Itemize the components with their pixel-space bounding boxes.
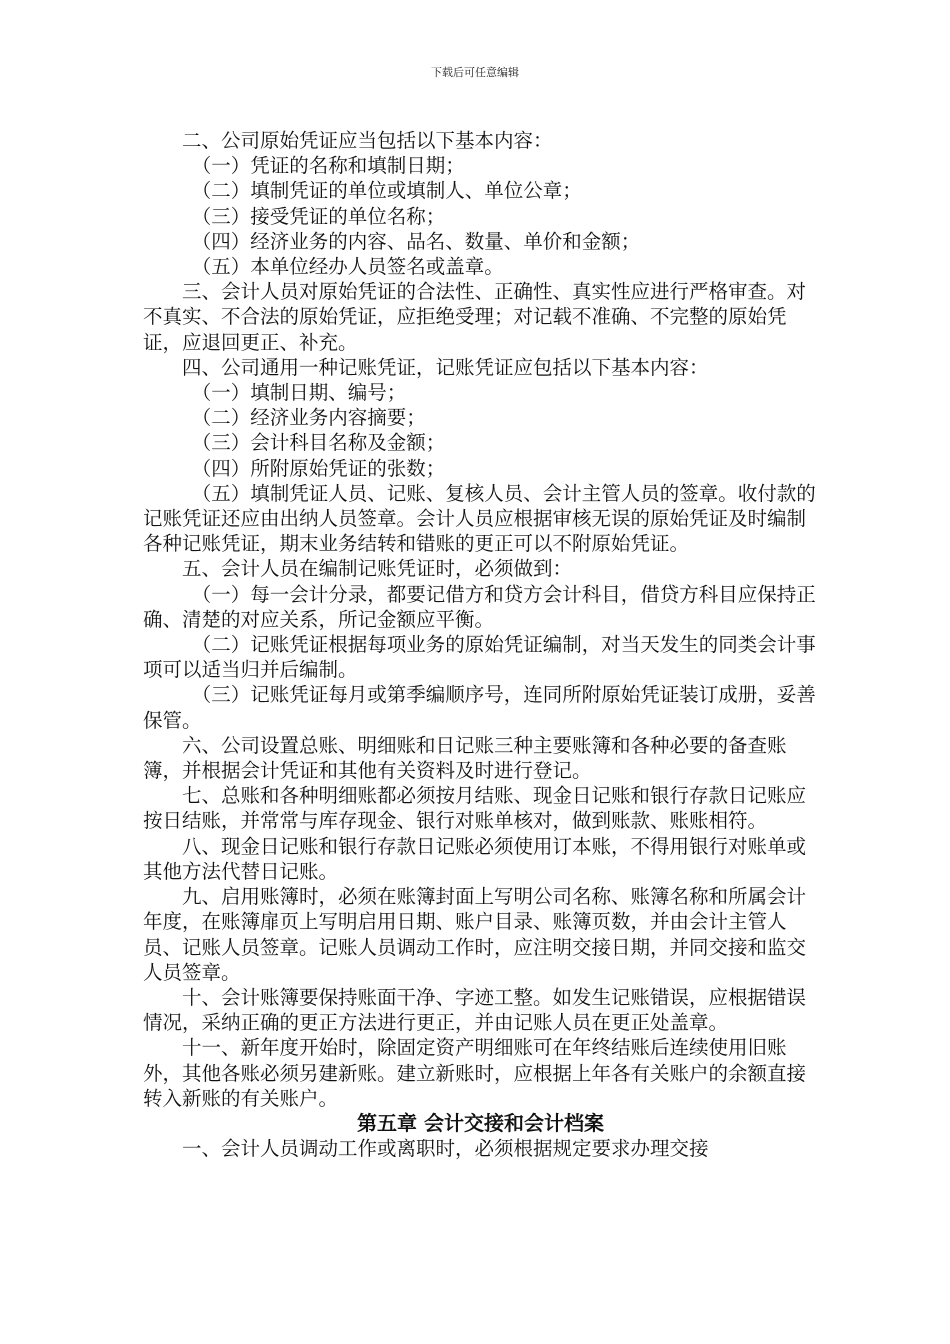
list-item: （三）记账凭证每月或第季编顺序号，连同所附原始凭证装订成册，妥善保管。 <box>143 683 816 732</box>
list-item: （五）填制凭证人员、记账、复核人员、会计主管人员的签章。收付款的记账凭证还应由出纳人员签章。会计人员应根据审核无误的原始凭证及时编制各种记账凭证，期末业务结转和错账的更正可以不附原始凭证。 <box>143 481 816 556</box>
paragraph: 九、启用账簿时，必须在账簿封面上写明公司名称、账簿名称和所属会计年度，在账簿扉页上写明启用日期、账户目录、账簿页数，并由会计主管人员、记账人员签章。记账人员调动工作时，应注明交接日期，并同交接和监交人员签章。 <box>143 885 807 984</box>
paragraph: 七、总账和各种明细账都必须按月结账、现金日记账和银行存款日记账应按日结账，并常常与库存现金、银行对账单核对，做到账款、账账相符。 <box>143 784 807 833</box>
list-item: （三）接受凭证的单位名称； <box>191 204 446 228</box>
paragraph: 六、公司设置总账、明细账和日记账三种主要账簿和各种必要的备查账簿，并根据会计凭证和其他有关资料及时进行登记。 <box>143 733 787 783</box>
paragraph: 八、现金日记账和银行存款日记账必须使用订本账，不得用银行对账单或其他方法代替日记账。 <box>143 834 807 883</box>
paragraph: 二、公司原始凭证应当包括以下基本内容： <box>182 129 553 152</box>
paragraph: 四、公司通用一种记账凭证，记账凭证应包括以下基本内容： <box>182 355 709 379</box>
paragraph: 十、会计账簿要保持账面干净、字迹工整。如发生记账错误，应根据错误情况，采纳正确的更正方法进行更正，并由记账人员在更正处盖章。 <box>143 985 807 1035</box>
list-item: （三）会计科目名称及金额； <box>191 431 446 455</box>
list-item: （二）记账凭证根据每项业务的原始凭证编制，对当天发生的同类会计事项可以适当归并后编制。 <box>143 633 816 682</box>
list-item: （二）经济业务内容摘要； <box>191 406 426 430</box>
list-item: （二）填制凭证的单位或填制人、单位公章； <box>191 179 582 203</box>
paragraph: 三、会计人员对原始凭证的合法性、正确性、真实性应进行严格审查。对不真实、不合法的原始凭证，应拒绝受理；对记载不准确、不完整的原始凭证，应退回更正、补充。 <box>143 280 807 354</box>
document-body <box>143 128 818 1161</box>
page-header: 下载后可任意编辑 <box>431 66 519 79</box>
paragraph: 十一、新年度开始时，除固定资产明细账可在年终结账后连续使用旧账外，其他各账必须另建新账。建立新账时，应根据上年各有关账户的余额直接转入新账的有关账户。 <box>143 1036 807 1110</box>
chapter-heading: 第五章 会计交接和会计档案 <box>357 1110 604 1135</box>
list-item: （四）经济业务的内容、品名、数量、单价和金额； <box>191 229 641 253</box>
paragraph: 一、会计人员调动工作或离职时，必须根据规定要求办理交接 <box>182 1137 709 1161</box>
list-item: （四）所附原始凭证的张数； <box>191 456 446 480</box>
list-item: （五）本单位经办人员签名或盖章。 <box>191 255 504 279</box>
list-item: （一）凭证的名称和填制日期； <box>191 154 465 178</box>
paragraph: 五、会计人员在编制记账凭证时，必须做到： <box>182 557 573 581</box>
list-item: （一）填制日期、编号； <box>191 381 407 405</box>
list-item: （一）每一会计分录，都要记借方和贷方会计科目，借贷方科目应保持正确、清楚的对应关系，所记金额应平衡。 <box>143 582 816 631</box>
